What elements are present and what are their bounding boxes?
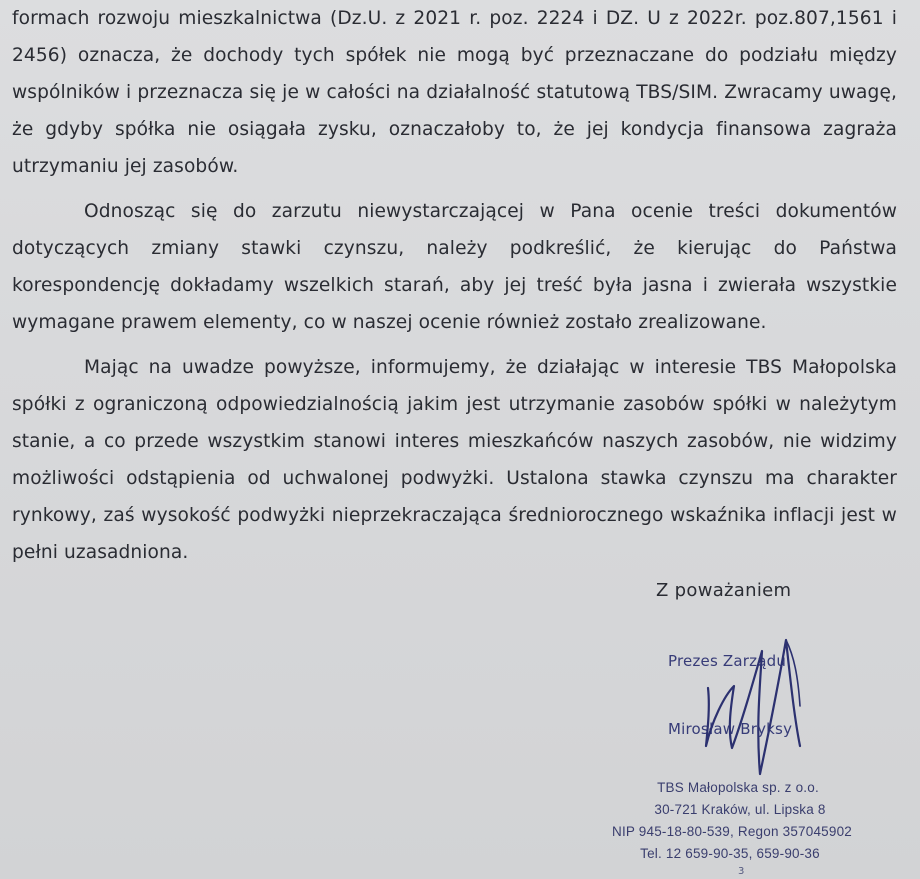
closing-salutation: Z poważaniem: [656, 580, 792, 601]
signatory-title: Prezes Zarządu: [668, 652, 787, 670]
handwritten-signature: [690, 626, 830, 776]
signatory-name: Mirosław Bryksy: [668, 720, 793, 738]
paragraph-1: formach rozwoju mieszkalnictwa (Dz.U. z 2021 r. poz. 2224 i DZ. U z 2022r. poz.807,1561 i 2456) oznacza, że dochody tych spółek nie mogą być przeznaczane do podziału między wspólników i przeznacza się je w całości na działalność statutową TBS/SIM. Zwracamy uwagę, że gdyby spółka nie osiągała zysku, oznaczałoby to, że jej kondycja finansowa zagraża utrzymaniu jej zasobów.: [12, 8, 897, 177]
paragraph-3: Mając na uwadze powyższe, informujemy, że działając w interesie TBS Małopolska spółki z ograniczoną odpowiedzialnością jakim jest utrzymanie zasobów spółki w należytym stanie, a co przede wszystkim stanowi interes mieszkańców naszych zasobów, nie widzimy możliwości odstąpienia od uchwalonej podwyżki. Ustalona stawka czynszu ma charakter rynkowy, zaś wysokość podwyżki nieprzekraczająca średniorocznego wskaźnika inflacji jest w pełni uzasadniona.: [12, 357, 897, 563]
stamp-line-company: TBS Małopolska sp. z o.o.: [657, 780, 819, 795]
stamp-line-nip-regon: NIP 945-18-80-539, Regon 357045902: [612, 824, 852, 839]
stamp-line-address: 30-721 Kraków, ul. Lipska 8: [654, 802, 826, 817]
page-number: 3: [738, 866, 745, 877]
letter-body: [12, 0, 897, 571]
stamp-line-phone: Tel. 12 659-90-35, 659-90-36: [640, 846, 820, 861]
paragraph-2: Odnosząc się do zarzutu niewystarczającej w Pana ocenie treści dokumentów dotyczących zmiany stawki czynszu, należy podkreślić, że kierując do Państwa korespondencję dokładamy wszelkich starań, aby jej treść była jasna i zwierała wszystkie wymagane prawem elementy, co w naszej ocenie również zostało zrealizowane.: [12, 201, 897, 333]
